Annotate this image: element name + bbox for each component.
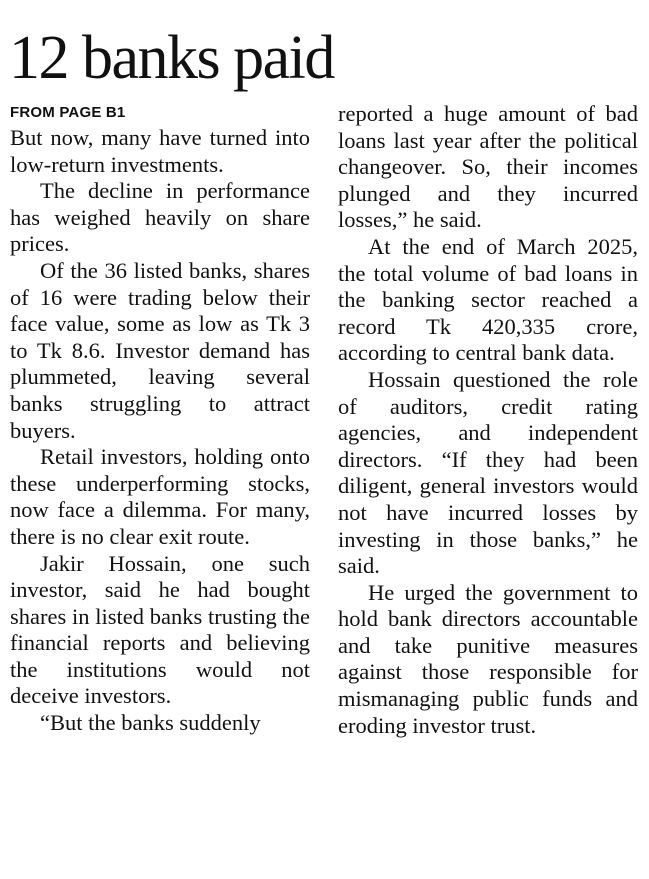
paragraph: He urged the government to hold bank directors accountable and take punitive measures against those responsible for mismanaging public funds and eroding investor trust. [338, 579, 638, 738]
paragraph-continued: “But the banks suddenly [40, 710, 261, 736]
paragraph: Hossain questioned the role of auditors, credit rating agencies, and independent directors. “If they had been diligent, general investors would not have incurred losses by investing in those banks,” he said. [338, 366, 638, 579]
article-column-left [10, 101, 310, 737]
paragraph: Of the 36 listed banks, shares of 16 were trading below their face value, some as low as Tk 3 to Tk 8.6. Investor demand has plummeted, leaving several banks struggling to attract buyers. [10, 257, 310, 443]
headline: 12 banks paid [9, 24, 334, 92]
paragraph: Retail investors, holding onto these underperforming stocks, now face a dilemma. For many, there is no clear exit route. [10, 444, 310, 549]
paragraph: Jakir Hossain, one such investor, said he had bought shares in listed banks trusting the financial reports and believing the institutions would not deceive investors. [10, 550, 310, 709]
paragraph: But now, many have turned into low-return investments. [10, 125, 310, 177]
paragraph-continuation: reported a huge amount of bad loans last year after the political changeover. So, their incomes plunged and they incurred losses,” he said. [338, 101, 638, 233]
jump-label: FROM PAGE B1 [10, 104, 126, 121]
article-column-right [338, 101, 638, 739]
paragraph: The decline in performance has weighed heavily on share prices. [10, 178, 310, 257]
paragraph: At the end of March 2025, the total volume of bad loans in the banking sector reached a record Tk 420,335 crore, according to central bank data. [338, 233, 638, 366]
